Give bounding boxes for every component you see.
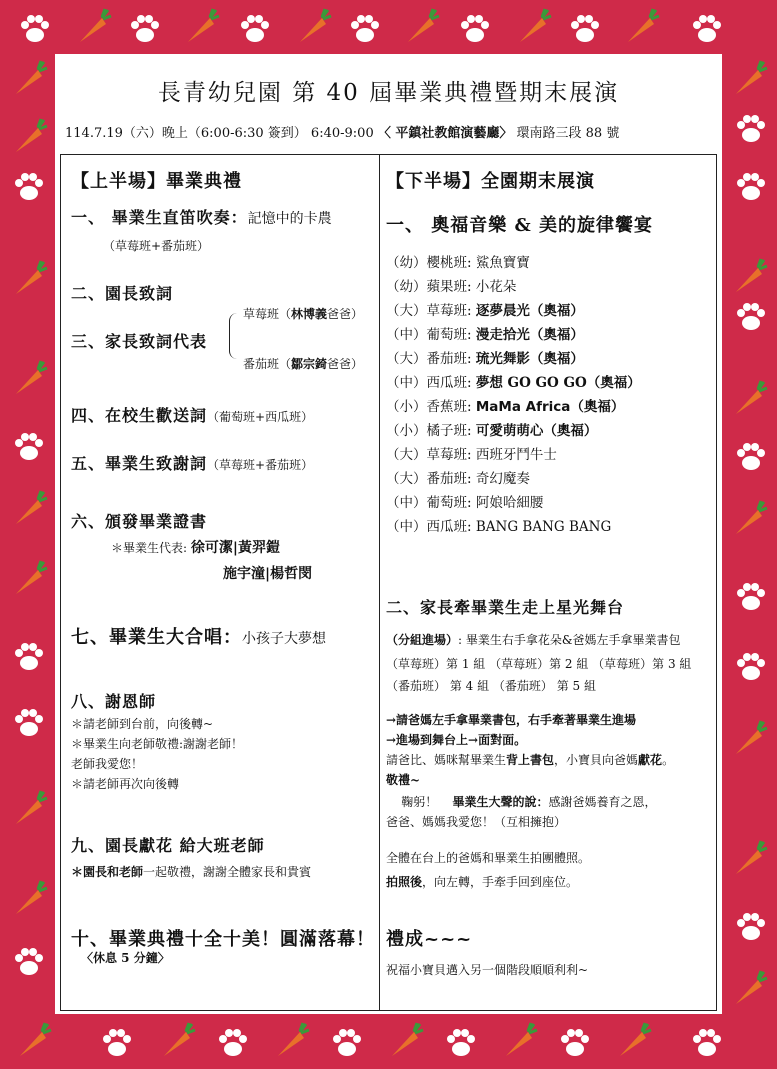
program-item xyxy=(386,419,597,439)
program-class: （小）橘子班: xyxy=(386,423,476,439)
program-item xyxy=(386,491,543,511)
carrot-icon xyxy=(180,8,220,48)
item-7 xyxy=(71,623,326,649)
ending: 禮成~~~ xyxy=(386,929,473,950)
paw-icon xyxy=(690,12,724,46)
paw-icon xyxy=(12,706,46,740)
carrot-icon xyxy=(728,970,768,1010)
step-3-bold: 獻花 xyxy=(638,753,663,767)
program-item xyxy=(386,251,530,271)
program-item xyxy=(386,515,611,535)
thanks-line-2: 爸爸、媽媽我愛您！（互相擁抱） xyxy=(386,815,567,829)
event-address: 環南路三段 88 號 xyxy=(516,126,620,141)
item-3-top-suffix: 爸爸） xyxy=(327,307,364,321)
carrot-icon xyxy=(8,60,48,100)
program-class: （中）西瓜班: xyxy=(386,375,476,391)
after-photo-line xyxy=(386,873,578,890)
paw-icon xyxy=(734,580,768,614)
step-3-bold: 背上書包 xyxy=(506,753,555,767)
item-7-label: 七、畢業生大合唱： xyxy=(71,627,242,648)
carrot-icon xyxy=(270,1022,310,1062)
item-6-rep-line1: 徐可潔|黃羿鎧 xyxy=(190,540,280,556)
step-3-text: ，小寶貝向爸媽 xyxy=(554,753,639,767)
item-10-note: 〈休息 5 分鐘〉 xyxy=(81,951,170,965)
item-4-label: 四、在校生歡送詞 xyxy=(71,406,208,425)
photo-line: 全體在台上的爸媽和畢業生拍團體照。 xyxy=(386,851,591,865)
program-class: （中）西瓜班: xyxy=(386,519,476,535)
program-title: 漫走拾光（奧福） xyxy=(475,327,584,343)
carrot-icon xyxy=(8,560,48,600)
paw-icon xyxy=(734,910,768,944)
carrot-icon xyxy=(384,1022,424,1062)
carrot-icon xyxy=(72,8,112,48)
page-title: 長青幼兒園 第 40 屆畢業典禮暨期末展演 xyxy=(157,80,620,106)
program-item xyxy=(386,347,584,367)
item-6-rep-line2: 施宇潼|楊哲閔 xyxy=(223,566,313,582)
program-class: （大）番茄班: xyxy=(386,351,476,367)
item-3-top-class: 草莓班（ xyxy=(243,307,292,321)
program-class: （小）香蕉班: xyxy=(386,399,476,415)
paw-icon xyxy=(216,1026,250,1060)
item-4-note: （葡萄班+西瓜班） xyxy=(207,410,314,424)
carrot-icon xyxy=(620,8,660,48)
step-3-text: 。 xyxy=(662,753,675,767)
paw-icon xyxy=(734,650,768,684)
item-3-bottom-suffix: 爸爸） xyxy=(327,357,364,371)
carrot-icon xyxy=(8,490,48,530)
carrot-icon xyxy=(8,790,48,830)
program-class: （幼）蘋果班: xyxy=(386,279,476,295)
program-item xyxy=(386,323,584,343)
program-title: BANG BANG BANG xyxy=(475,519,612,535)
item-7-song: 小孩子大夢想 xyxy=(242,631,326,647)
item-3-top xyxy=(243,305,363,322)
group-entry-label: （分組進場） xyxy=(386,633,459,647)
thanks-pre: 鞠躬！ xyxy=(386,795,453,809)
group-entry-text: : 畢業生右手拿花朵&爸媽左手拿畢業書包 xyxy=(458,633,681,647)
step-4: 敬禮~ xyxy=(386,773,421,787)
carrot-icon xyxy=(156,1022,196,1062)
item-8-line: ＊畢業生向老師敬禮:謝謝老師！ xyxy=(71,737,244,751)
item-6-reps xyxy=(111,537,280,557)
carrot-icon xyxy=(728,500,768,540)
second-half-heading: 【下半場】全園期末展演 xyxy=(386,171,595,192)
thanks-line xyxy=(386,793,657,810)
paw-icon xyxy=(734,170,768,204)
program-title: 小花朵 xyxy=(475,279,517,295)
item-6-label: 六、頒發畢業證書 xyxy=(71,512,208,531)
item-1-label: 一、 畢業生直笛吹奏： xyxy=(71,208,248,227)
group-entry xyxy=(386,631,681,648)
step-2: →進場到舞台上→面對面。 xyxy=(386,733,527,747)
event-info xyxy=(65,122,715,141)
paw-icon xyxy=(734,440,768,474)
paw-icon xyxy=(12,170,46,204)
carrot-icon xyxy=(728,840,768,880)
column-divider xyxy=(379,155,380,1010)
carrot-icon xyxy=(8,118,48,158)
carrot-icon xyxy=(498,1022,538,1062)
paw-icon xyxy=(12,430,46,464)
program-item xyxy=(386,275,516,295)
item-9-note-bold: ＊園長和老師 xyxy=(71,865,144,879)
item-1 xyxy=(71,205,332,228)
item-8-line: ＊請老師到台前，向後轉~ xyxy=(71,717,214,731)
event-venue: 〈 平鎮社教館演藝廳〉 xyxy=(377,126,513,141)
brace xyxy=(229,313,238,359)
item-8-line: ＊請老師再次向後轉 xyxy=(71,777,180,791)
section-2-title: 二、家長牽畢業生走上星光舞台 xyxy=(386,598,625,617)
item-5-label: 五、畢業生致謝詞 xyxy=(71,454,208,473)
item-6-rep-label: ＊畢業生代表: xyxy=(111,541,191,555)
program-class: （幼）櫻桃班: xyxy=(386,255,476,271)
paw-icon xyxy=(690,1026,724,1060)
thanks-text: 感謝爸媽養育之恩， xyxy=(548,795,657,809)
item-9-note-rest: 一起敬禮，謝謝全體家長和貴賓 xyxy=(143,865,312,879)
item-1-piece: 記憶中的卡農 xyxy=(247,211,332,227)
event-date: 114.7.19（六）晚上（6:00-6:30 簽到） 6:40-9:00 xyxy=(65,126,374,141)
carrot-icon xyxy=(292,8,332,48)
paw-icon xyxy=(444,1026,478,1060)
program-title: 鯊魚寶寶 xyxy=(475,255,530,271)
carrot-icon xyxy=(728,60,768,100)
program-class: （大）番茄班: xyxy=(386,471,476,487)
item-3-label: 三、家長致詞代表 xyxy=(71,332,208,351)
item-3-top-name: 林博義 xyxy=(291,307,328,321)
thanks-bold: 畢業生大聲的說： xyxy=(452,795,549,809)
carrot-icon xyxy=(8,260,48,300)
program-class: （中）葡萄班: xyxy=(386,327,476,343)
program-sheet xyxy=(55,54,722,1014)
carrot-icon xyxy=(728,258,768,298)
program-item xyxy=(386,467,530,487)
program-title: MaMa Africa（奧福） xyxy=(475,399,625,415)
carrot-icon xyxy=(728,380,768,420)
item-2: 二、園長致詞 xyxy=(71,284,174,303)
item-8-label: 八、謝恩師 xyxy=(71,692,157,711)
program-item xyxy=(386,443,557,463)
carrot-icon xyxy=(12,1022,52,1062)
paw-icon xyxy=(238,12,272,46)
section-1-title: 一、 奧福音樂 & 美的旋律饗宴 xyxy=(386,215,654,236)
item-4 xyxy=(71,403,313,426)
paw-icon xyxy=(100,1026,134,1060)
after-photo-bold: 拍照後 xyxy=(386,875,423,889)
program-title: 可愛萌萌心（奧福） xyxy=(475,423,598,439)
item-8-line: 老師我愛您！ xyxy=(71,757,144,771)
paw-icon xyxy=(558,1026,592,1060)
paw-icon xyxy=(348,12,382,46)
program-item xyxy=(386,299,584,319)
item-3-bottom xyxy=(243,355,363,372)
paw-icon xyxy=(734,300,768,334)
paw-icon xyxy=(458,12,492,46)
first-half-heading: 【上半場】畢業典禮 xyxy=(71,171,242,192)
program-title: 阿娘哈細腰 xyxy=(475,495,544,511)
program-title: 夢想 GO GO GO（奧福） xyxy=(475,375,641,391)
paw-icon xyxy=(12,640,46,674)
item-1-note: （草莓班+番茄班） xyxy=(103,239,210,253)
item-10-label: 十、畢業典禮十全十美！圓滿落幕！ xyxy=(71,929,375,950)
item-9-label: 九、園長獻花 給大班老師 xyxy=(71,836,265,855)
program-title: 逐夢晨光（奧福） xyxy=(475,303,584,319)
paw-icon xyxy=(330,1026,364,1060)
item-3-bottom-name: 鄒宗錡 xyxy=(291,357,328,371)
paw-icon xyxy=(734,112,768,146)
carrot-icon xyxy=(400,8,440,48)
carrot-icon xyxy=(612,1022,652,1062)
program-item xyxy=(386,395,624,415)
carrot-icon xyxy=(8,880,48,920)
groups-line-1: （草莓班）第 1 組 （草莓班）第 2 組 （草莓班）第 3 組 xyxy=(386,657,692,671)
program-class: （大）草莓班: xyxy=(386,447,476,463)
after-photo-text: ，向左轉，手牽手回到座位。 xyxy=(422,875,579,889)
program-class: （大）草莓班: xyxy=(386,303,476,319)
program-item xyxy=(386,371,641,391)
groups-line-2: （番茄班） 第 4 組 （番茄班） 第 5 組 xyxy=(386,679,596,693)
program-class: （中）葡萄班: xyxy=(386,495,476,511)
paw-icon xyxy=(568,12,602,46)
carrot-icon xyxy=(8,360,48,400)
paw-icon xyxy=(18,12,52,46)
item-5 xyxy=(71,451,313,474)
item-5-note: （草莓班+番茄班） xyxy=(207,458,314,472)
step-1: →請爸媽左手拿畢業書包，右手牽著畢業生進場 xyxy=(386,713,637,727)
item-3-bottom-class: 番茄班（ xyxy=(243,357,292,371)
item-9-note xyxy=(71,863,311,880)
step-3 xyxy=(386,751,674,768)
program-title: 奇幻魔奏 xyxy=(475,471,530,487)
paw-icon xyxy=(128,12,162,46)
program-title: 琉光舞影（奧福） xyxy=(475,351,584,367)
carrot-icon xyxy=(728,720,768,760)
step-3-text: 請爸比、媽咪幫畢業生 xyxy=(386,753,507,767)
carrot-icon xyxy=(512,8,552,48)
program-title: 西班牙鬥牛士 xyxy=(475,447,557,463)
paw-icon xyxy=(12,945,46,979)
program-table xyxy=(60,154,717,1011)
blessing: 祝福小寶貝邁入另一個階段順順利利~ xyxy=(386,963,589,977)
